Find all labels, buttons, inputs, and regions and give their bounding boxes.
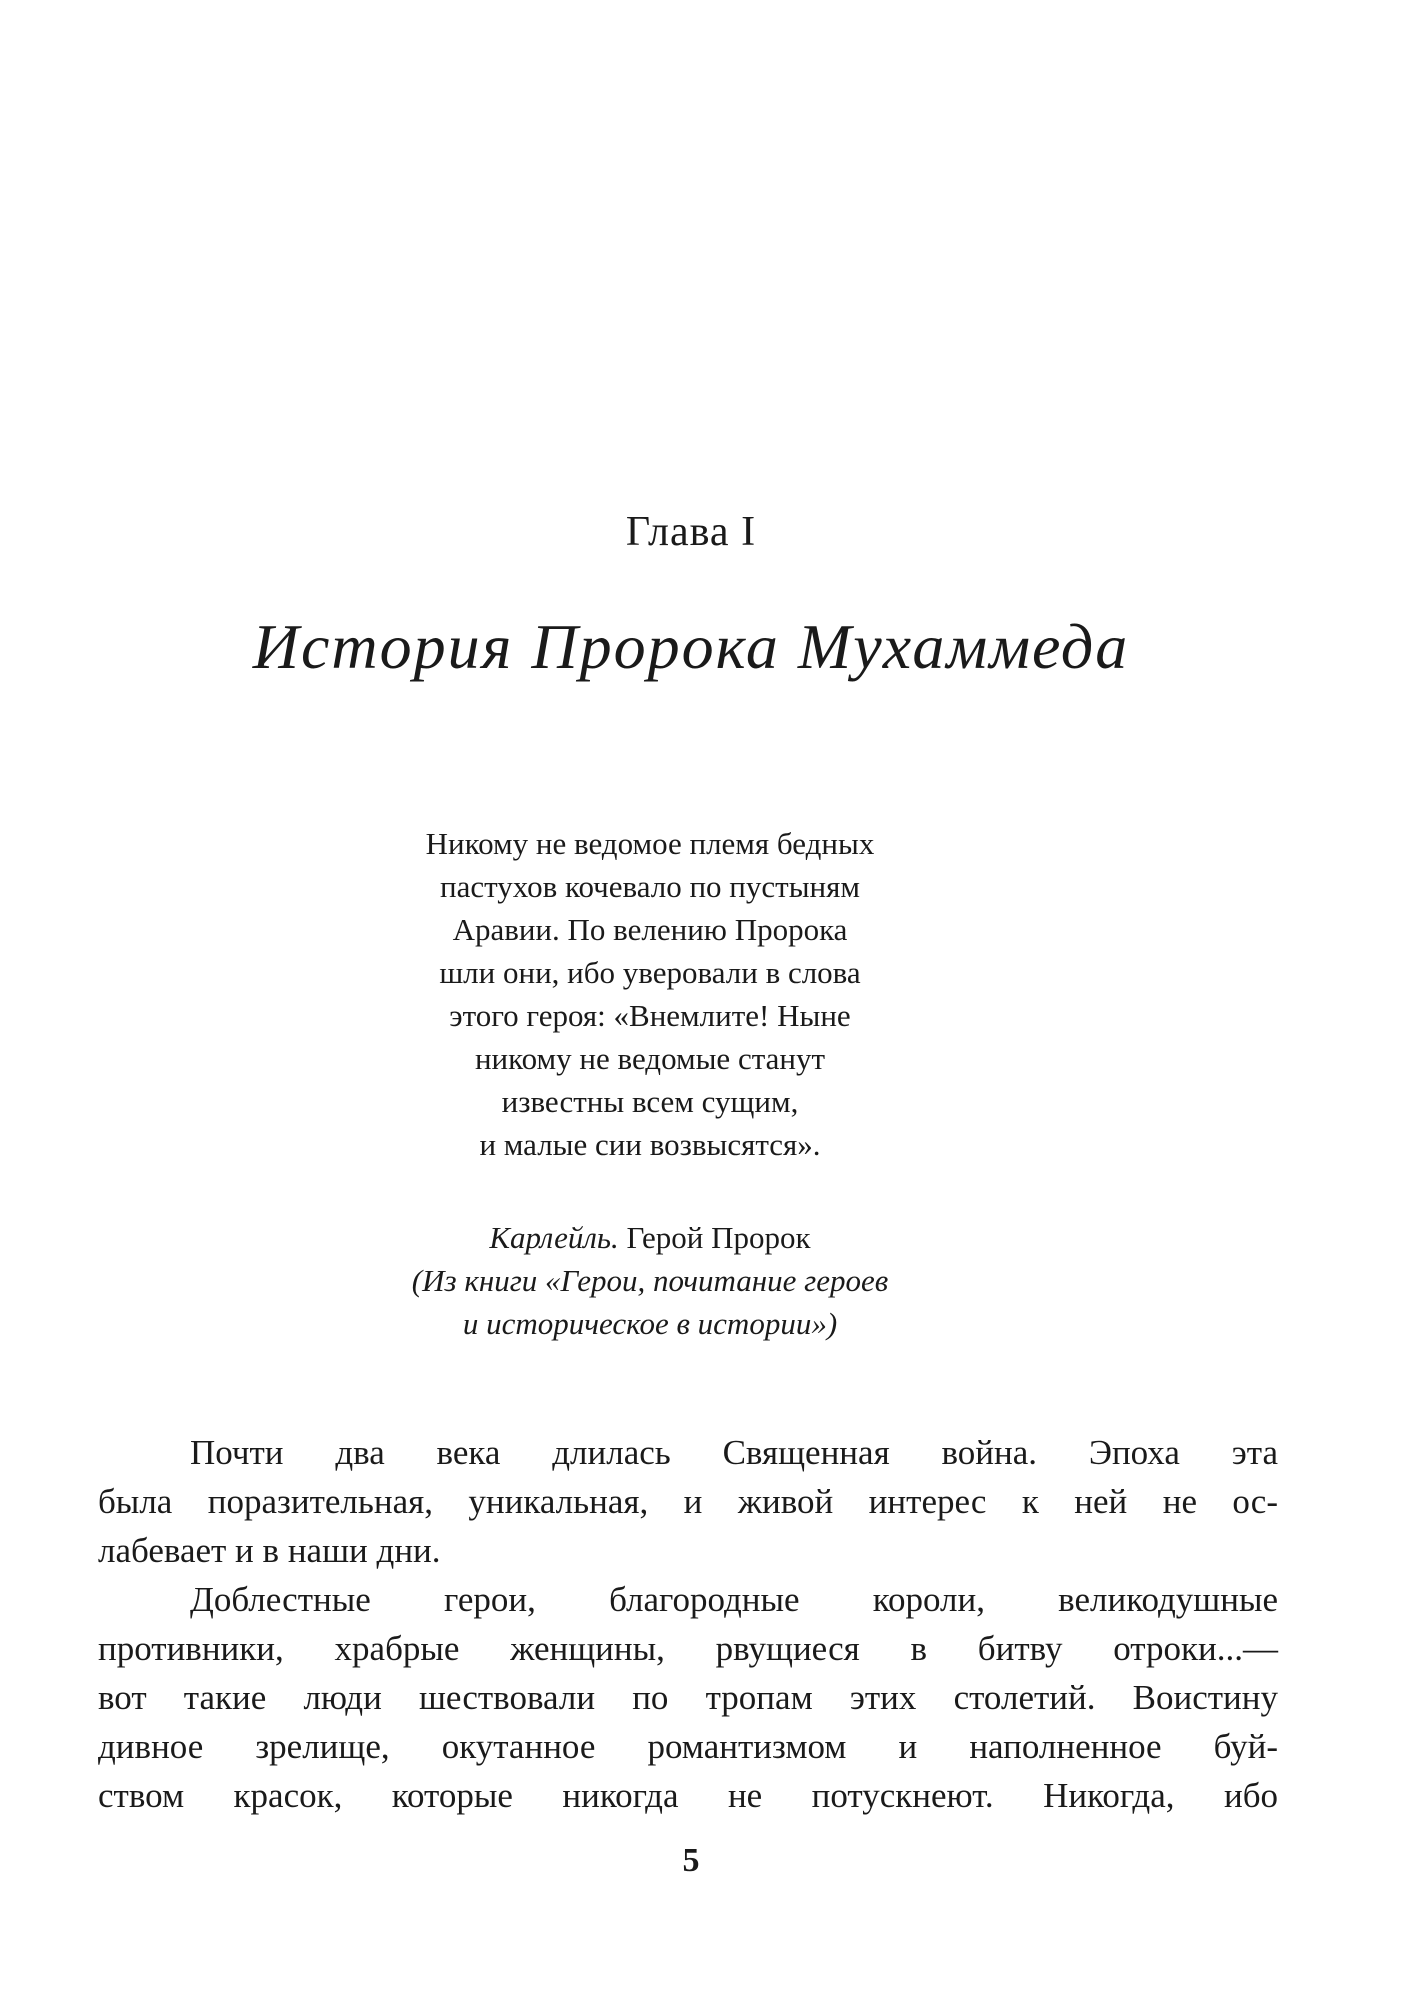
body-line: лабевает и в наши дни. — [98, 1531, 441, 1570]
chapter-label: Глава I — [625, 509, 757, 555]
epigraph-line: Никому не ведомое племя бедных — [425, 826, 875, 861]
chapter-title: История Пророка Мухаммеда — [252, 611, 1130, 682]
epigraph-line: известны всем сущим, — [501, 1084, 799, 1119]
epigraph-line: шли они, ибо уверовали в слова — [439, 955, 861, 990]
epigraph-attribution — [300, 1216, 1000, 1345]
body-line: дивное зрелище, окутанное романтизмом и наполненное буй- — [98, 1727, 1278, 1766]
epigraph-line: Аравии. По велению Пророка — [452, 912, 848, 947]
body-line: противники, храбрые женщины, рвущиеся в битву отроки...— — [98, 1629, 1278, 1668]
epigraph-line: пастухов кочевало по пустыням — [440, 869, 860, 904]
body-line: вот такие люди шествовали по тропам этих столетий. Воистину — [98, 1678, 1278, 1717]
attribution-line — [300, 1216, 1000, 1259]
epigraph — [300, 822, 1000, 1166]
epigraph-line: никому не ведомые станут — [474, 1041, 826, 1076]
body-line: Почти два века длилась Священная война. Эпоха эта — [190, 1433, 1278, 1472]
epigraph-line: и малые сии возвысятся». — [479, 1127, 821, 1162]
page-number: 5 — [682, 1842, 700, 1879]
body-line: Доблестные герои, благородные короли, великодушные — [190, 1580, 1278, 1619]
body-line: была поразительная, уникальная, и живой интерес к ней не ос- — [98, 1482, 1278, 1521]
body-line: ством красок, которые никогда не потускнеют. Никогда, ибо — [98, 1776, 1278, 1815]
body-text — [98, 1428, 1278, 1820]
epigraph-work: Герой Пророк — [618, 1220, 811, 1255]
epigraph-line: этого героя: «Внемлите! Ныне — [449, 998, 851, 1033]
epigraph-source-line: (Из книги «Герои, почитание героев — [411, 1263, 889, 1298]
epigraph-source-line: и историческое в истории») — [462, 1306, 838, 1341]
epigraph-author: Карлейль. — [489, 1220, 619, 1255]
